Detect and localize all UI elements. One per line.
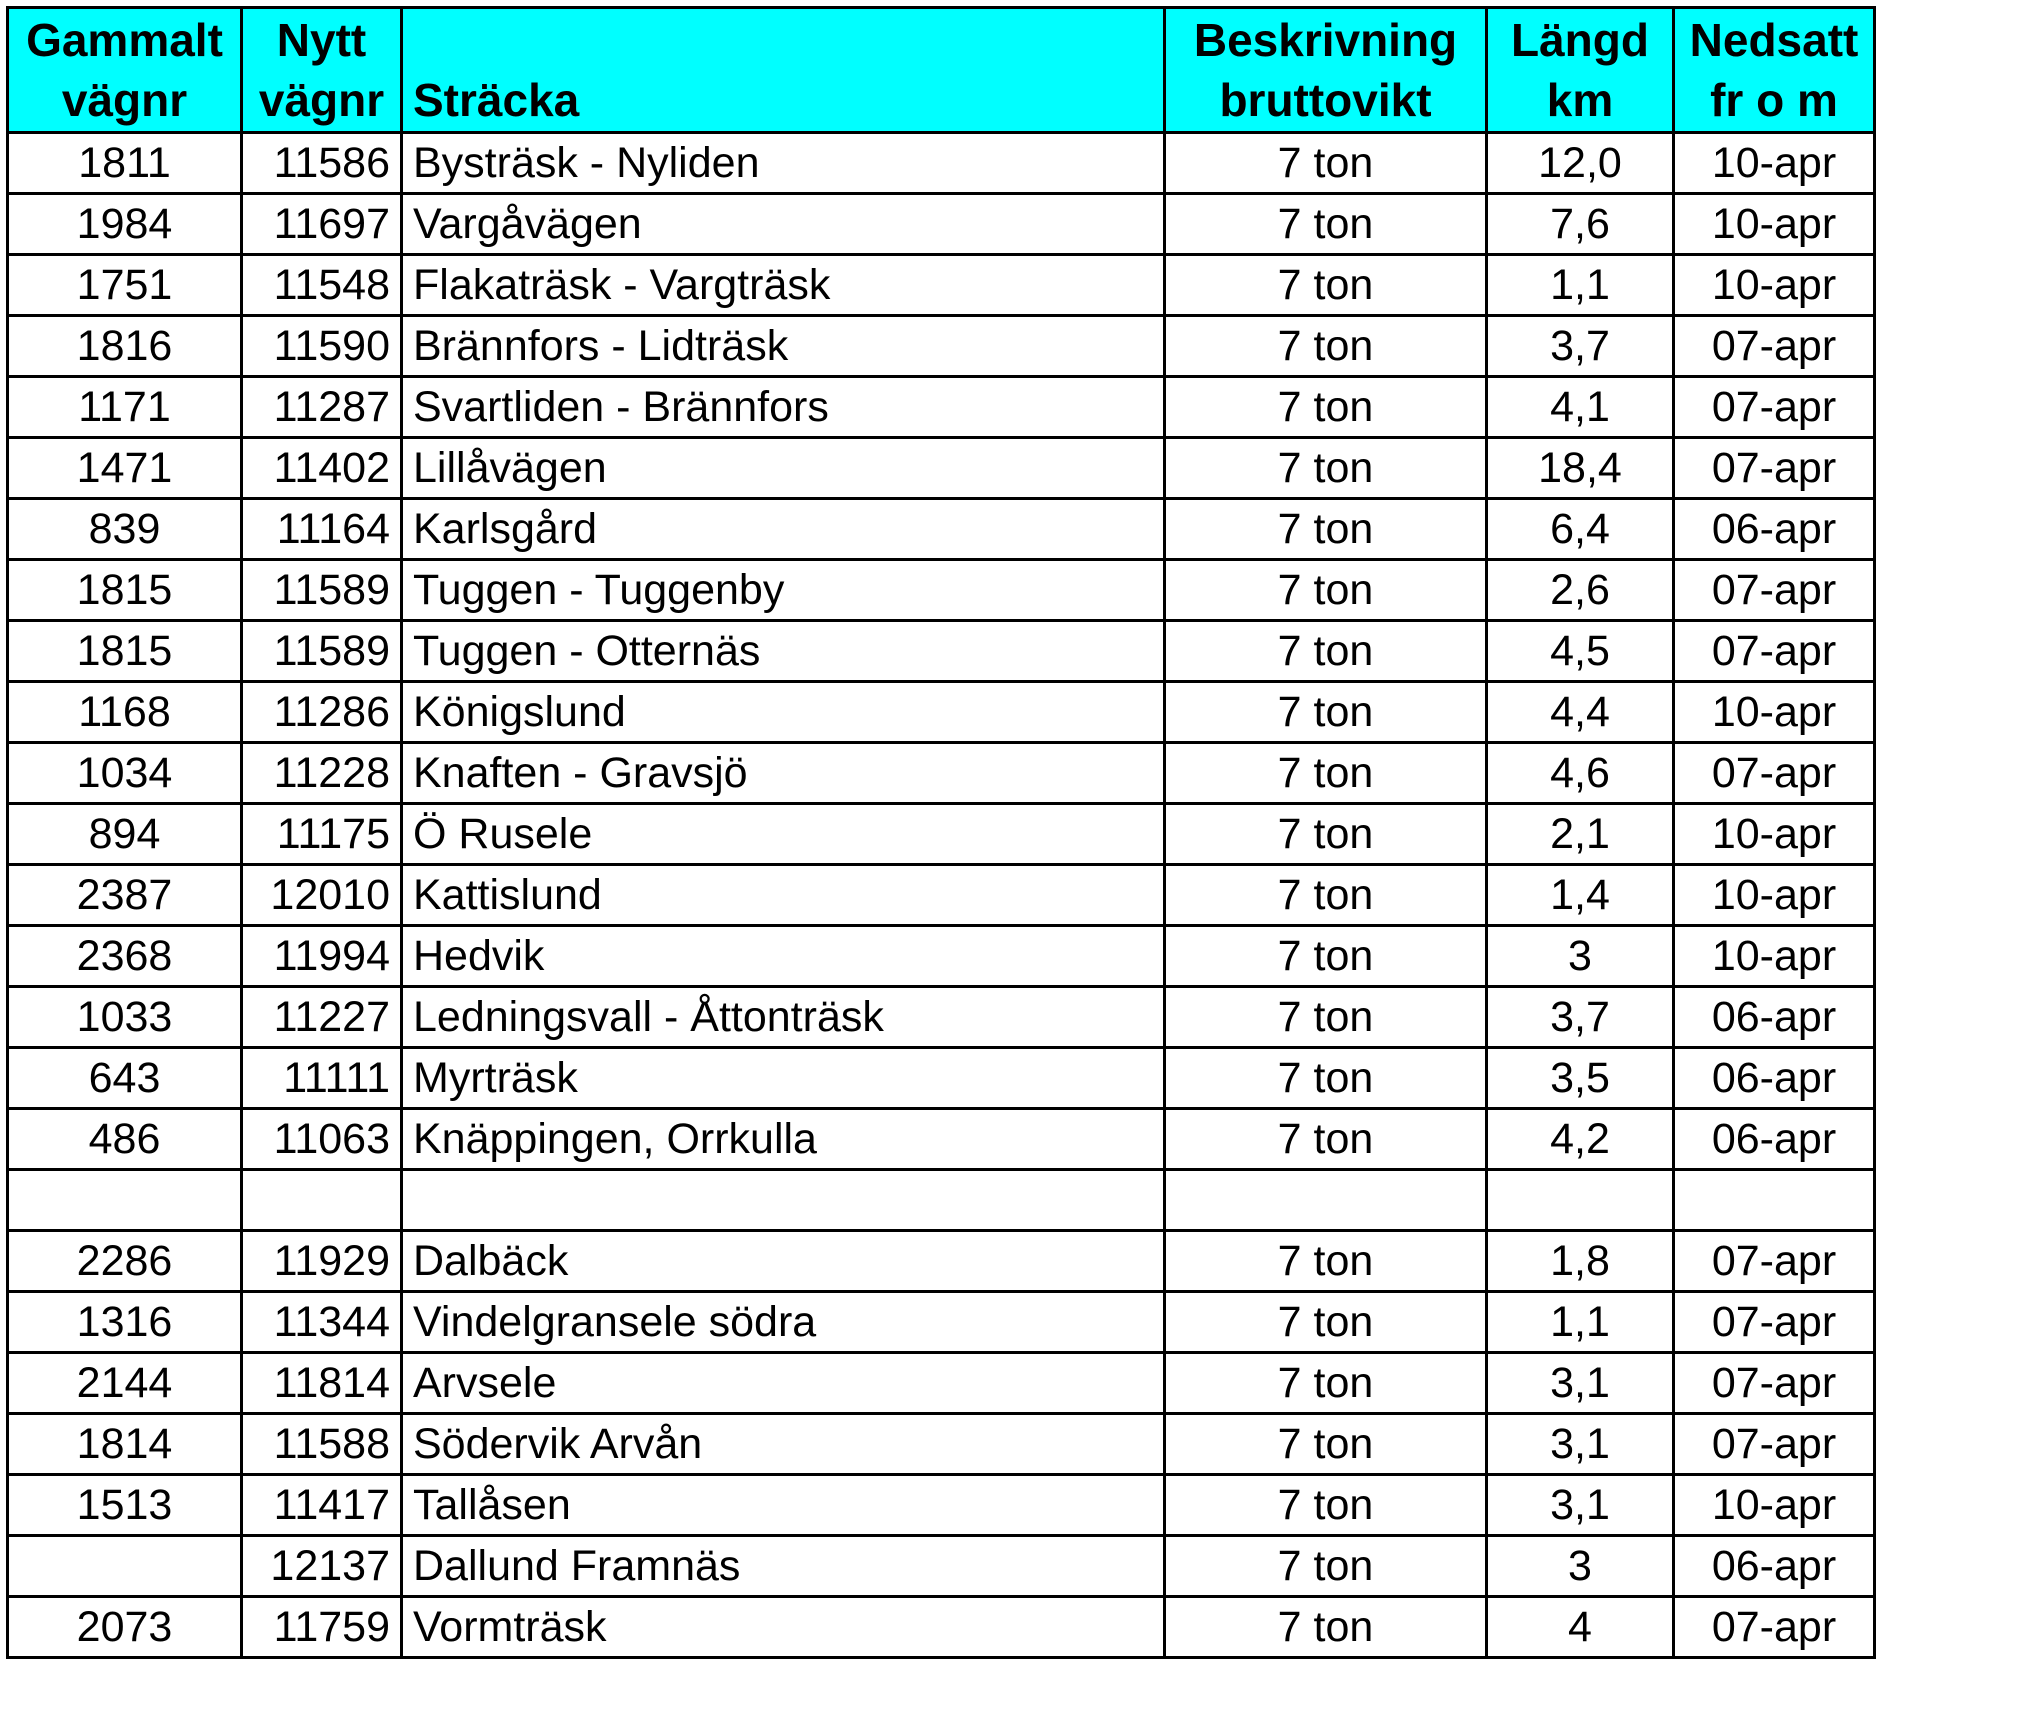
cell-length: 3,7 — [1487, 987, 1674, 1048]
cell-stretch: Svartliden - Brännfors — [402, 377, 1165, 438]
cell-reduced-from: 07-apr — [1674, 1353, 1875, 1414]
cell-new-road-number: 11286 — [242, 682, 402, 743]
cell-reduced-from: 07-apr — [1674, 1292, 1875, 1353]
cell-new-road-number: 11994 — [242, 926, 402, 987]
cell-reduced-from: 10-apr — [1674, 1475, 1875, 1536]
cell-description: 7 ton — [1165, 560, 1487, 621]
cell-description — [1165, 1170, 1487, 1231]
cell-length: 3 — [1487, 1536, 1674, 1597]
table-row — [8, 926, 1875, 987]
cell-reduced-from: 10-apr — [1674, 682, 1875, 743]
cell-length: 3,1 — [1487, 1475, 1674, 1536]
cell-description: 7 ton — [1165, 1048, 1487, 1109]
cell-new-road-number: 11227 — [242, 987, 402, 1048]
cell-description: 7 ton — [1165, 1353, 1487, 1414]
cell-length: 1,1 — [1487, 255, 1674, 316]
cell-description: 7 ton — [1165, 255, 1487, 316]
cell-reduced-from: 07-apr — [1674, 1597, 1875, 1658]
cell-reduced-from: 06-apr — [1674, 987, 1875, 1048]
cell-stretch: Vormträsk — [402, 1597, 1165, 1658]
cell-length: 4 — [1487, 1597, 1674, 1658]
cell-new-road-number: 11586 — [242, 133, 402, 194]
table-row — [8, 1414, 1875, 1475]
table-row — [8, 865, 1875, 926]
cell-new-road-number: 11588 — [242, 1414, 402, 1475]
cell-reduced-from: 10-apr — [1674, 865, 1875, 926]
cell-stretch: Tuggen - Tuggenby — [402, 560, 1165, 621]
cell-length: 4,5 — [1487, 621, 1674, 682]
cell-new-road-number: 12137 — [242, 1536, 402, 1597]
cell-reduced-from: 07-apr — [1674, 1231, 1875, 1292]
cell-description: 7 ton — [1165, 1475, 1487, 1536]
cell-old-road-number: 643 — [8, 1048, 242, 1109]
cell-stretch: Ö Rusele — [402, 804, 1165, 865]
cell-length: 2,1 — [1487, 804, 1674, 865]
cell-length: 4,2 — [1487, 1109, 1674, 1170]
cell-stretch: Myrträsk — [402, 1048, 1165, 1109]
table-row — [8, 1048, 1875, 1109]
cell-description: 7 ton — [1165, 377, 1487, 438]
cell-old-road-number: 1171 — [8, 377, 242, 438]
header-new-road-number: Nytt vägnr — [242, 8, 402, 133]
cell-stretch: Dallund Framnäs — [402, 1536, 1165, 1597]
cell-new-road-number: 11402 — [242, 438, 402, 499]
cell-old-road-number — [8, 1170, 242, 1231]
cell-new-road-number: 11287 — [242, 377, 402, 438]
cell-stretch: Ledningsvall - Åttonträsk — [402, 987, 1165, 1048]
table-row — [8, 255, 1875, 316]
cell-stretch: Södervik Arvån — [402, 1414, 1165, 1475]
cell-new-road-number: 11590 — [242, 316, 402, 377]
cell-reduced-from: 07-apr — [1674, 621, 1875, 682]
cell-length: 1,1 — [1487, 1292, 1674, 1353]
cell-new-road-number: 11063 — [242, 1109, 402, 1170]
cell-reduced-from: 07-apr — [1674, 377, 1875, 438]
cell-length: 3,1 — [1487, 1353, 1674, 1414]
cell-description: 7 ton — [1165, 1231, 1487, 1292]
cell-length: 6,4 — [1487, 499, 1674, 560]
cell-reduced-from: 06-apr — [1674, 1109, 1875, 1170]
cell-reduced-from: 07-apr — [1674, 438, 1875, 499]
cell-stretch: Karlsgård — [402, 499, 1165, 560]
cell-stretch: Knäppingen, Orrkulla — [402, 1109, 1165, 1170]
table-row — [8, 621, 1875, 682]
header-description: Beskrivning bruttovikt — [1165, 8, 1487, 133]
cell-description: 7 ton — [1165, 499, 1487, 560]
cell-stretch: Vargåvägen — [402, 194, 1165, 255]
cell-length: 4,1 — [1487, 377, 1674, 438]
header-reduced-from: Nedsatt fr o m — [1674, 8, 1875, 133]
table-row — [8, 499, 1875, 560]
table-row — [8, 804, 1875, 865]
table-row — [8, 987, 1875, 1048]
cell-description: 7 ton — [1165, 1597, 1487, 1658]
table-body — [8, 133, 1875, 1658]
cell-description: 7 ton — [1165, 987, 1487, 1048]
cell-old-road-number: 894 — [8, 804, 242, 865]
cell-new-road-number: 11111 — [242, 1048, 402, 1109]
table-row — [8, 1231, 1875, 1292]
table-row — [8, 1170, 1875, 1231]
cell-old-road-number: 1815 — [8, 560, 242, 621]
cell-new-road-number: 11814 — [242, 1353, 402, 1414]
table-row — [8, 1292, 1875, 1353]
cell-reduced-from: 06-apr — [1674, 499, 1875, 560]
cell-old-road-number: 1034 — [8, 743, 242, 804]
cell-description: 7 ton — [1165, 621, 1487, 682]
road-restrictions-table — [6, 6, 1876, 1659]
cell-reduced-from: 10-apr — [1674, 804, 1875, 865]
cell-length: 18,4 — [1487, 438, 1674, 499]
cell-old-road-number: 1816 — [8, 316, 242, 377]
table-row — [8, 1536, 1875, 1597]
cell-length: 3,1 — [1487, 1414, 1674, 1475]
table-row — [8, 1475, 1875, 1536]
cell-reduced-from: 10-apr — [1674, 133, 1875, 194]
cell-stretch: Tuggen - Otternäs — [402, 621, 1165, 682]
cell-reduced-from: 06-apr — [1674, 1048, 1875, 1109]
cell-description: 7 ton — [1165, 682, 1487, 743]
cell-new-road-number: 11589 — [242, 560, 402, 621]
cell-description: 7 ton — [1165, 194, 1487, 255]
cell-old-road-number: 1811 — [8, 133, 242, 194]
table-row — [8, 377, 1875, 438]
cell-length: 12,0 — [1487, 133, 1674, 194]
cell-new-road-number: 11929 — [242, 1231, 402, 1292]
table-row — [8, 194, 1875, 255]
cell-new-road-number: 11175 — [242, 804, 402, 865]
cell-stretch: Lillåvägen — [402, 438, 1165, 499]
table-row — [8, 682, 1875, 743]
cell-new-road-number: 11344 — [242, 1292, 402, 1353]
cell-reduced-from: 10-apr — [1674, 926, 1875, 987]
cell-description: 7 ton — [1165, 316, 1487, 377]
cell-new-road-number — [242, 1170, 402, 1231]
cell-stretch — [402, 1170, 1165, 1231]
cell-new-road-number: 11548 — [242, 255, 402, 316]
cell-length: 3 — [1487, 926, 1674, 987]
cell-old-road-number: 486 — [8, 1109, 242, 1170]
cell-new-road-number: 12010 — [242, 865, 402, 926]
cell-length: 4,4 — [1487, 682, 1674, 743]
cell-reduced-from: 06-apr — [1674, 1536, 1875, 1597]
cell-old-road-number — [8, 1536, 242, 1597]
table-row — [8, 1109, 1875, 1170]
table-row — [8, 1353, 1875, 1414]
cell-length: 7,6 — [1487, 194, 1674, 255]
table-row — [8, 316, 1875, 377]
cell-new-road-number: 11697 — [242, 194, 402, 255]
cell-reduced-from: 07-apr — [1674, 1414, 1875, 1475]
cell-stretch: Flakaträsk - Vargträsk — [402, 255, 1165, 316]
table-row — [8, 438, 1875, 499]
cell-stretch: Arvsele — [402, 1353, 1165, 1414]
cell-length: 1,4 — [1487, 865, 1674, 926]
cell-stretch: Knaften - Gravsjö — [402, 743, 1165, 804]
table-row — [8, 133, 1875, 194]
cell-length: 1,8 — [1487, 1231, 1674, 1292]
cell-new-road-number: 11164 — [242, 499, 402, 560]
table-row — [8, 560, 1875, 621]
cell-old-road-number: 1815 — [8, 621, 242, 682]
cell-new-road-number: 11228 — [242, 743, 402, 804]
header-row — [8, 8, 1875, 133]
header-stretch: Sträcka — [402, 8, 1165, 133]
cell-length: 4,6 — [1487, 743, 1674, 804]
cell-description: 7 ton — [1165, 926, 1487, 987]
cell-description: 7 ton — [1165, 1414, 1487, 1475]
cell-description: 7 ton — [1165, 1536, 1487, 1597]
header-length: Längd km — [1487, 8, 1674, 133]
cell-length — [1487, 1170, 1674, 1231]
cell-old-road-number: 1751 — [8, 255, 242, 316]
cell-stretch: Bysträsk - Nyliden — [402, 133, 1165, 194]
cell-reduced-from: 07-apr — [1674, 560, 1875, 621]
cell-stretch: Königslund — [402, 682, 1165, 743]
cell-old-road-number: 2144 — [8, 1353, 242, 1414]
table-row — [8, 743, 1875, 804]
cell-reduced-from: 10-apr — [1674, 255, 1875, 316]
cell-reduced-from — [1674, 1170, 1875, 1231]
cell-description: 7 ton — [1165, 804, 1487, 865]
header-old-road-number: Gammalt vägnr — [8, 8, 242, 133]
cell-stretch: Dalbäck — [402, 1231, 1165, 1292]
cell-old-road-number: 1814 — [8, 1414, 242, 1475]
cell-old-road-number: 1168 — [8, 682, 242, 743]
cell-new-road-number: 11759 — [242, 1597, 402, 1658]
cell-old-road-number: 2387 — [8, 865, 242, 926]
cell-reduced-from: 10-apr — [1674, 194, 1875, 255]
cell-old-road-number: 1984 — [8, 194, 242, 255]
cell-description: 7 ton — [1165, 438, 1487, 499]
cell-stretch: Hedvik — [402, 926, 1165, 987]
cell-stretch: Brännfors - Lidträsk — [402, 316, 1165, 377]
cell-old-road-number: 1513 — [8, 1475, 242, 1536]
cell-old-road-number: 2368 — [8, 926, 242, 987]
cell-old-road-number: 1316 — [8, 1292, 242, 1353]
table-row — [8, 1597, 1875, 1658]
cell-reduced-from: 07-apr — [1674, 316, 1875, 377]
cell-length: 3,7 — [1487, 316, 1674, 377]
cell-description: 7 ton — [1165, 133, 1487, 194]
cell-description: 7 ton — [1165, 1109, 1487, 1170]
cell-stretch: Kattislund — [402, 865, 1165, 926]
cell-old-road-number: 1033 — [8, 987, 242, 1048]
cell-new-road-number: 11417 — [242, 1475, 402, 1536]
cell-old-road-number: 1471 — [8, 438, 242, 499]
cell-old-road-number: 839 — [8, 499, 242, 560]
cell-stretch: Tallåsen — [402, 1475, 1165, 1536]
cell-description: 7 ton — [1165, 743, 1487, 804]
cell-reduced-from: 07-apr — [1674, 743, 1875, 804]
cell-stretch: Vindelgransele södra — [402, 1292, 1165, 1353]
cell-description: 7 ton — [1165, 1292, 1487, 1353]
cell-length: 2,6 — [1487, 560, 1674, 621]
cell-length: 3,5 — [1487, 1048, 1674, 1109]
cell-description: 7 ton — [1165, 865, 1487, 926]
cell-new-road-number: 11589 — [242, 621, 402, 682]
cell-old-road-number: 2286 — [8, 1231, 242, 1292]
cell-old-road-number: 2073 — [8, 1597, 242, 1658]
